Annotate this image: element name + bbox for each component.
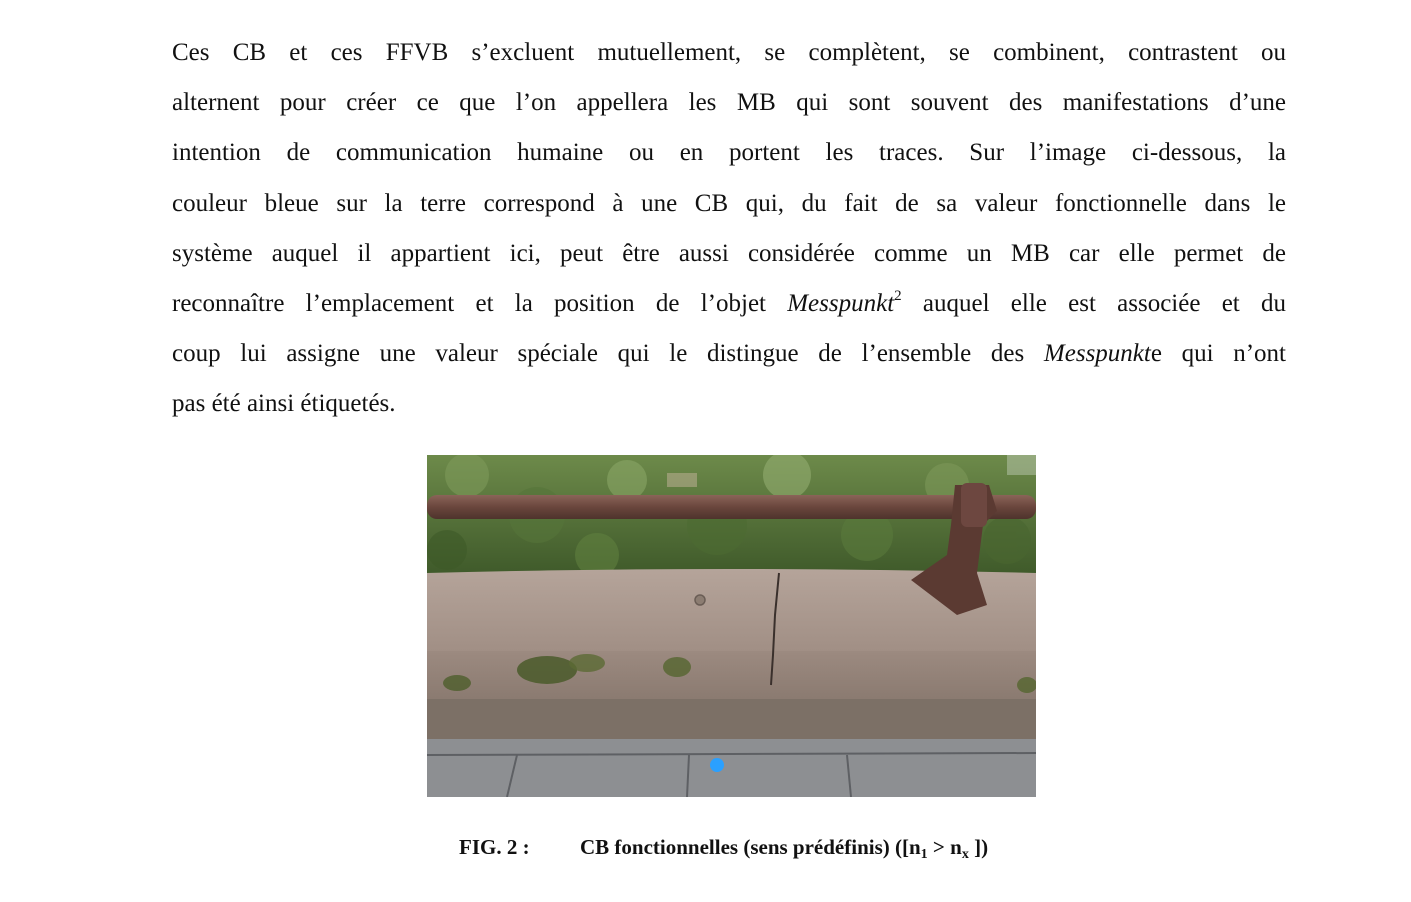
term-messpunkt: Messpunkt [1043, 340, 1151, 368]
paragraph-text: coup lui assigne une valeur spéciale qui le distingue de l’ensemble des [172, 340, 1044, 368]
footnote-ref[interactable]: 2 [894, 288, 902, 305]
figure-photo [427, 455, 1036, 797]
paragraph-line [172, 329, 1286, 379]
bolt [695, 595, 705, 605]
paragraph-line: intention de communication humaine ou en portent les traces. Sur l’image ci-dessous, la [172, 139, 1286, 167]
paragraph-line: pas été ainsi étiquetés. [172, 390, 396, 418]
caption-text: CB fonctionnelles (sens prédéfinis) ([n [580, 835, 921, 859]
body-paragraph [172, 28, 1286, 430]
caption-subscript: x [961, 847, 969, 862]
paragraph-line: système auquel il appartient ici, peut être aussi considérée comme un MB car elle permet de [172, 239, 1286, 267]
metal-railing [427, 495, 1036, 519]
figure-number: FIG. 2 : [459, 835, 530, 859]
pavement [427, 739, 1036, 797]
term-messpunkt: Messpunkt [787, 290, 895, 318]
paragraph-line: couleur bleue sur la terre correspond à une CB qui, du fait de sa valeur fonctionnelle dans le [172, 189, 1286, 217]
stone-wall [427, 651, 1036, 701]
figure-caption [459, 835, 988, 860]
blue-mark-dot [710, 758, 724, 772]
paragraph-line: Ces CB et ces FFVB s’excluent mutuellement, se complètent, se combinent, contrastent ou [172, 39, 1286, 66]
paragraph-line: alternent pour créer ce que l’on appellera les MB qui sont souvent des manifestations d’une [172, 89, 1286, 117]
caption-text: ]) [968, 835, 989, 859]
caption-text: > n [927, 835, 962, 859]
paragraph-line [172, 279, 1286, 329]
paragraph-text: reconnaître l’emplacement et la position de l’objet [172, 290, 788, 318]
paragraph-text: e qui n’ont [1150, 340, 1286, 368]
caption-subscript: 1 [920, 847, 928, 862]
paragraph-text: auquel elle est associée et du [901, 290, 1286, 318]
stone-base [427, 699, 1036, 739]
